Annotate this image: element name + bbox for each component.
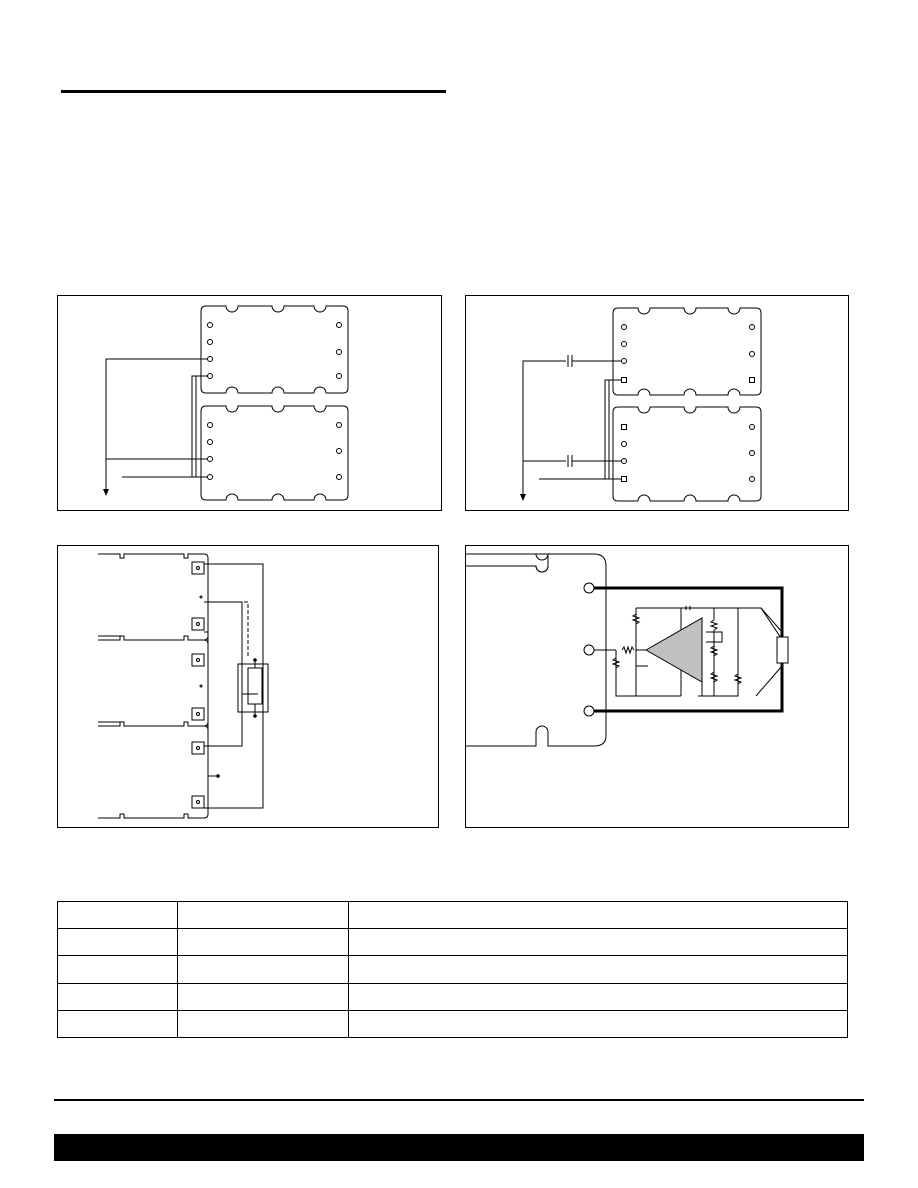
table-cell	[58, 929, 178, 956]
table-row	[58, 956, 848, 983]
table-cell	[58, 983, 178, 1010]
diagram-capacitor-coupled-connection	[465, 295, 849, 511]
table-cell	[58, 956, 178, 983]
table-row	[58, 929, 848, 956]
table-cell	[178, 929, 349, 956]
title-rule	[61, 90, 446, 93]
table-header-cell	[58, 902, 178, 929]
table-cell	[349, 983, 848, 1010]
footer-bar	[54, 1134, 864, 1161]
diagram-parallel-connection	[57, 295, 442, 511]
table-cell	[178, 983, 349, 1010]
table-row	[58, 983, 848, 1010]
capacitor-coupled-wiring-diagram	[466, 296, 850, 512]
footer-rule	[54, 1099, 864, 1101]
table-header-row	[58, 902, 848, 929]
parallel-wiring-diagram	[58, 296, 443, 512]
table-cell	[349, 929, 848, 956]
table-row	[58, 1010, 848, 1037]
table-cell	[349, 956, 848, 983]
table-header-cell	[349, 902, 848, 929]
diagram-output-trim-circuit	[465, 545, 849, 828]
table-header-cell	[178, 902, 349, 929]
output-trim-schematic	[466, 546, 850, 829]
table-cell	[178, 956, 349, 983]
table-cell	[58, 1010, 178, 1037]
table-cell	[349, 1010, 848, 1037]
table-cell	[178, 1010, 349, 1037]
diagram-remote-sense-connection	[57, 545, 439, 828]
spec-table	[57, 901, 848, 1038]
remote-sense-wiring-diagram	[58, 546, 440, 829]
